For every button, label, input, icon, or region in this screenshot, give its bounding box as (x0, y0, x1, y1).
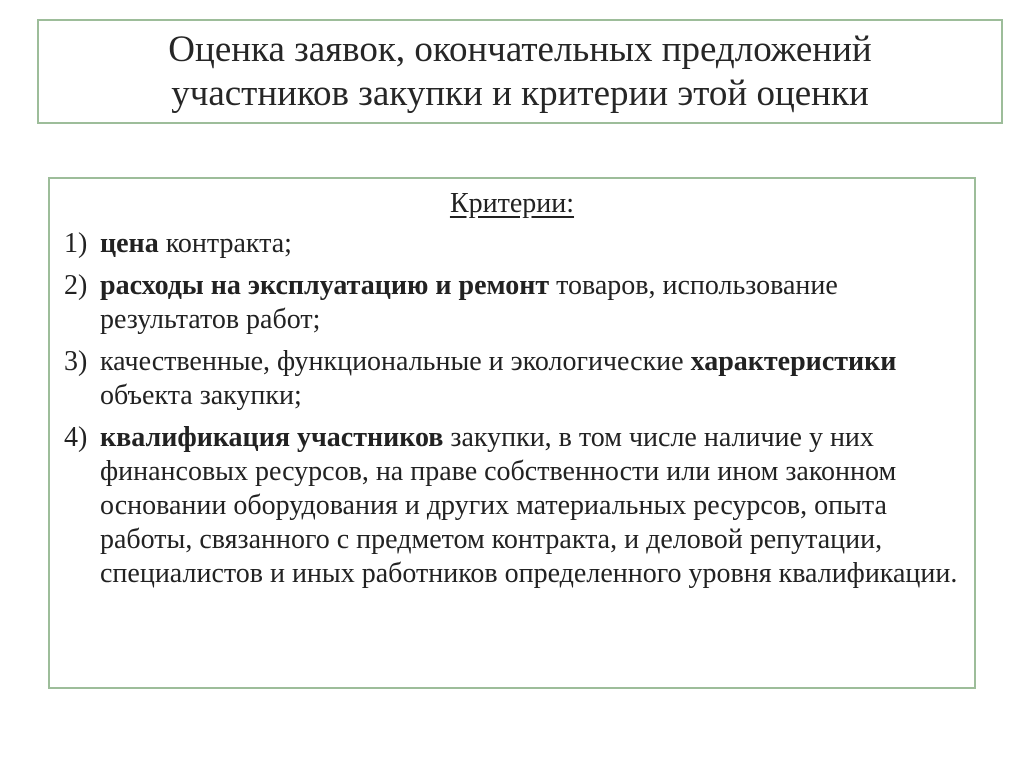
criteria-item-qualification (64, 421, 960, 591)
criteria-item-rest: объекта закупки; (100, 380, 302, 411)
criteria-box (48, 177, 976, 689)
criteria-item-rest: закупки, в том числе наличие у них финансовых ресурсов, на праве собственности или ином законном основании оборудования и других материальных ресурсов, опыта работы, связанного с предметом контракта, и деловой репутации, специалистов и иных работников определенного уровня квалификации. (100, 422, 958, 589)
criteria-item-text (100, 227, 960, 261)
criteria-item-text (100, 345, 960, 413)
criteria-heading (64, 187, 960, 221)
criteria-item-keyword: квалификация участников (100, 422, 444, 453)
criteria-item-pre: качественные, функциональные и экологические (100, 346, 691, 377)
criteria-item-number: 3) (64, 346, 88, 377)
criteria-item-rest: товаров, использование результатов работ; (100, 270, 838, 335)
criteria-heading-text: Критерии: (449, 188, 575, 219)
criteria-item-characteristics (64, 345, 960, 413)
criteria-item-text (100, 421, 960, 591)
criteria-item-number: 4) (64, 422, 88, 453)
slide-title-line-1: Оценка заявок, окончательных предложений (168, 28, 872, 70)
criteria-item-number: 1) (64, 228, 88, 259)
criteria-item-price (64, 227, 960, 261)
criteria-item-keyword: характеристики (690, 346, 897, 377)
criteria-item-rest: контракта; (158, 228, 292, 259)
slide-title-line-2: участников закупки и критерии этой оценки (171, 72, 869, 114)
criteria-item-keyword: цена (100, 228, 159, 259)
criteria-item-expenses (64, 269, 960, 337)
criteria-list (64, 227, 960, 591)
criteria-item-number: 2) (64, 270, 88, 301)
title-box (37, 19, 1003, 124)
criteria-item-text (100, 269, 960, 337)
criteria-item-keyword: расходы на эксплуатацию и ремонт (100, 270, 550, 301)
